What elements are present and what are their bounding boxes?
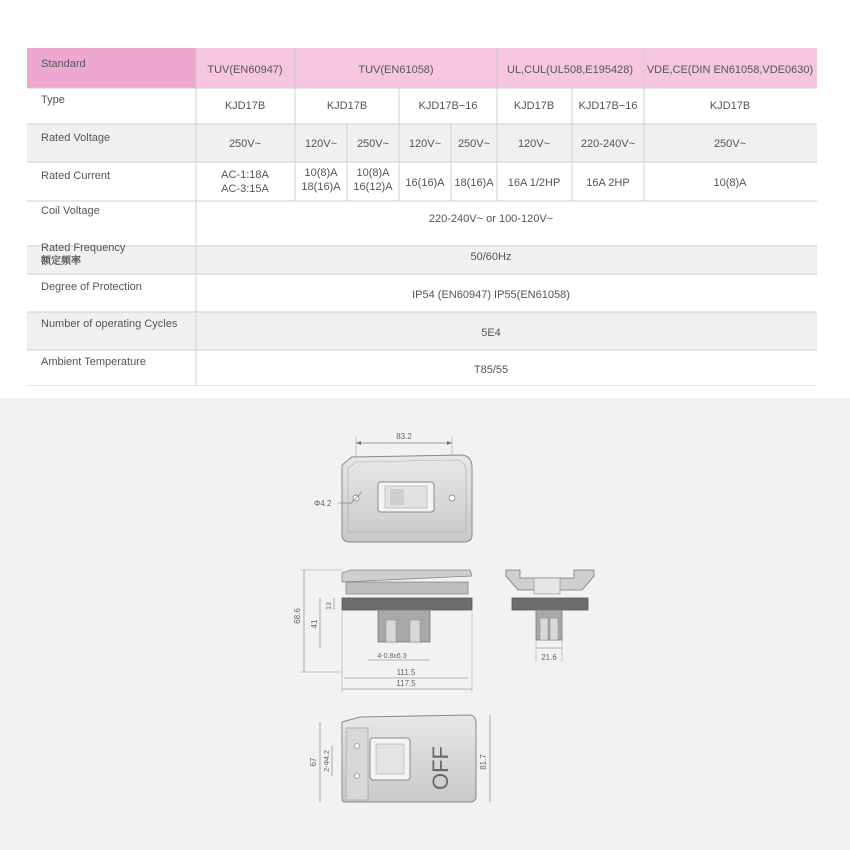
voltage-cell: 120V~ [408, 138, 442, 150]
end-view-drawing [506, 570, 594, 662]
dim-top-width: 83.2 [396, 432, 412, 441]
protection-value: IP54 (EN60947) IP55(EN61058) [412, 289, 570, 301]
voltage-cell: 120V~ [304, 138, 338, 150]
off-label: OFF [428, 746, 453, 790]
type-cell: KJD17B [326, 100, 368, 112]
current-cell: 18(16)A [454, 177, 494, 189]
voltage-cell: 250V~ [228, 138, 262, 150]
current-cell: 10(8)A [713, 177, 747, 189]
dim-top-hole: Φ4.2 [314, 499, 332, 508]
dim-bottom-holes: 2-Φ4.2 [324, 750, 331, 772]
current-cell: AC-1:18A [221, 169, 269, 181]
type-cell: KJD17B [709, 100, 751, 112]
header-group-ul-cul: UL,CUL(UL508,E195428) [507, 64, 633, 76]
current-cell: 10(8)A [356, 167, 390, 179]
current-cell: 16A 2HP [586, 177, 630, 189]
current-cell: 16(16)A [405, 177, 445, 189]
voltage-cell: 250V~ [356, 138, 390, 150]
header-group-tuv-en60947: TUV(EN60947) [207, 64, 283, 76]
dim-side-outer-width: 117.5 [396, 679, 416, 688]
dim-side-flange-height: 13 [326, 602, 333, 610]
voltage-cell: 120V~ [517, 138, 551, 150]
row-label-rated-frequency: Rated Frequency [41, 242, 126, 254]
technical-drawings [0, 398, 850, 850]
dim-side-total-height: 68.6 [293, 608, 302, 624]
header-label-standard: Standard [41, 58, 86, 70]
dim-side-terminals: 4-0.8x6.3 [377, 653, 407, 660]
top-view-drawing [314, 432, 472, 542]
row-label-protection: Degree of Protection [41, 281, 142, 293]
type-cell: KJD17B−16 [418, 100, 478, 112]
dim-side-inner-width: 111.5 [396, 668, 416, 677]
dim-bottom-width: 67 [309, 757, 318, 767]
dim-end-width: 21.6 [541, 653, 557, 662]
temperature-value: T85/55 [473, 364, 509, 376]
row-label-rated-current: Rated Current [41, 170, 111, 182]
row-label-ambient-temperature: Ambient Temperature [41, 356, 146, 368]
coil-voltage-value: 220-240V~ or 100-120V~ [428, 213, 554, 225]
row-label-type: Type [41, 94, 65, 106]
table-row-bg-frequency [27, 246, 817, 274]
voltage-cell: 220-240V~ [580, 138, 636, 150]
current-cell: 16(12)A [353, 181, 393, 193]
header-group-tuv-en61058: TUV(EN61058) [358, 64, 434, 76]
side-view-drawing [293, 570, 472, 692]
type-cell: KJD17B [224, 100, 266, 112]
current-cell: AC-3:15A [221, 183, 269, 195]
spec-table [27, 48, 817, 386]
dim-side-body-height: 41 [310, 619, 319, 629]
voltage-cell: 250V~ [713, 138, 747, 150]
current-cell: 16A 1/2HP [507, 177, 561, 189]
row-label-rated-voltage: Rated Voltage [41, 132, 111, 144]
header-group-vde-ce: VDE,CE(DIN EN61058,VDE0630) [646, 64, 814, 76]
current-cell: 18(16)A [301, 181, 341, 193]
current-cell: 10(8)A [304, 167, 338, 179]
cycles-value: 5E4 [481, 327, 501, 339]
type-cell: KJD17B−16 [578, 100, 638, 112]
row-label-rated-frequency-cn: 额定频率 [41, 256, 81, 267]
row-label-coil-voltage: Coil Voltage [41, 205, 100, 217]
voltage-cell: 250V~ [457, 138, 491, 150]
dim-bottom-length: 81.7 [479, 754, 488, 770]
frequency-value: 50/60Hz [470, 251, 512, 263]
type-cell: KJD17B [513, 100, 555, 112]
row-label-operating-cycles: Number of operating Cycles [41, 318, 178, 330]
bottom-view-drawing [309, 715, 490, 802]
